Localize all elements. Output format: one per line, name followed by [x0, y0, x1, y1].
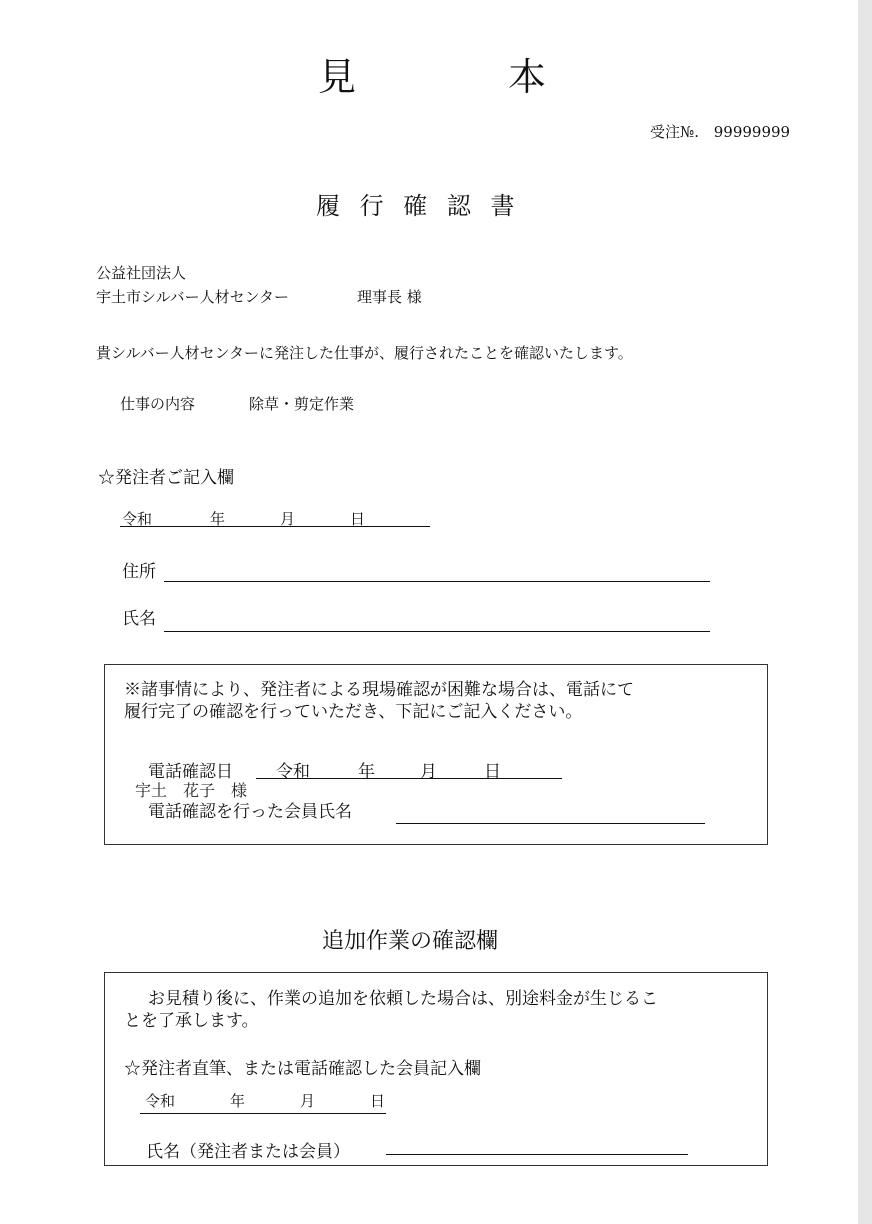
work-label: 仕事の内容: [120, 395, 196, 413]
client-name-field[interactable]: [164, 631, 710, 632]
client-date-year: 年: [210, 510, 226, 528]
phone-date-label: 電話確認日: [148, 762, 233, 782]
page-title: 履 行 確 認 書: [316, 192, 521, 220]
phone-date-line[interactable]: [256, 778, 562, 779]
addressee-line1: 公益社団法人: [96, 264, 187, 282]
additional-name-label: 氏名（発注者または会員）: [146, 1142, 350, 1162]
sample-mark-2: 本: [508, 55, 547, 99]
phone-date-month: 月: [420, 762, 437, 782]
phone-date-year: 年: [358, 762, 375, 782]
client-date-line[interactable]: [120, 526, 430, 527]
client-section-heading: ☆発注者ご記入欄: [98, 468, 234, 488]
additional-date-line[interactable]: [140, 1113, 386, 1114]
phone-note-line2: 履行完了の確認を行っていただき、下記にご記入ください。: [124, 702, 583, 722]
additional-date-year: 年: [230, 1092, 246, 1110]
order-number-row: [650, 121, 790, 142]
addressee-org: 宇土市シルバー人材センター: [96, 288, 289, 306]
handwritten-member-name: 宇土 花子 様: [135, 781, 248, 800]
phone-member-label: 電話確認を行った会員氏名: [148, 802, 352, 822]
client-address-field[interactable]: [164, 581, 710, 582]
confirmation-statement: 貴シルバー人材センターに発注した仕事が、履行されたことを確認いたします。: [96, 344, 633, 362]
client-date-month: 月: [280, 510, 296, 528]
scrollbar-track[interactable]: [858, 0, 872, 1224]
client-date-era: 令和: [122, 510, 153, 528]
phone-member-field[interactable]: [396, 823, 705, 824]
addressee-title: 理事長 様: [357, 288, 422, 306]
client-name-label: 氏名: [122, 609, 156, 629]
work-value: 除草・剪定作業: [249, 395, 355, 413]
additional-work-heading: 追加作業の確認欄: [322, 929, 499, 954]
additional-date-era: 令和: [145, 1092, 176, 1110]
additional-note-line2: とを了承します。: [124, 1011, 259, 1031]
phone-date-day: 日: [484, 762, 501, 782]
client-address-label: 住所: [122, 562, 156, 582]
client-date-day: 日: [350, 510, 366, 528]
additional-date-month: 月: [300, 1092, 316, 1110]
additional-name-field[interactable]: [386, 1154, 688, 1155]
phone-date-era: 令和: [276, 762, 310, 782]
additional-note-line1: お見積り後に、作業の追加を依頼した場合は、別途料金が生じるこ: [148, 989, 658, 1009]
sample-mark-1: 見: [318, 55, 357, 99]
phone-note-line1: ※諸事情により、発注者による現場確認が困難な場合は、電話にて: [124, 680, 634, 700]
additional-sign-heading: ☆発注者直筆、または電話確認した会員記入欄: [124, 1059, 481, 1079]
additional-date-day: 日: [370, 1092, 386, 1110]
order-label: 受注№.: [650, 123, 699, 141]
order-number: 99999999: [713, 123, 791, 141]
